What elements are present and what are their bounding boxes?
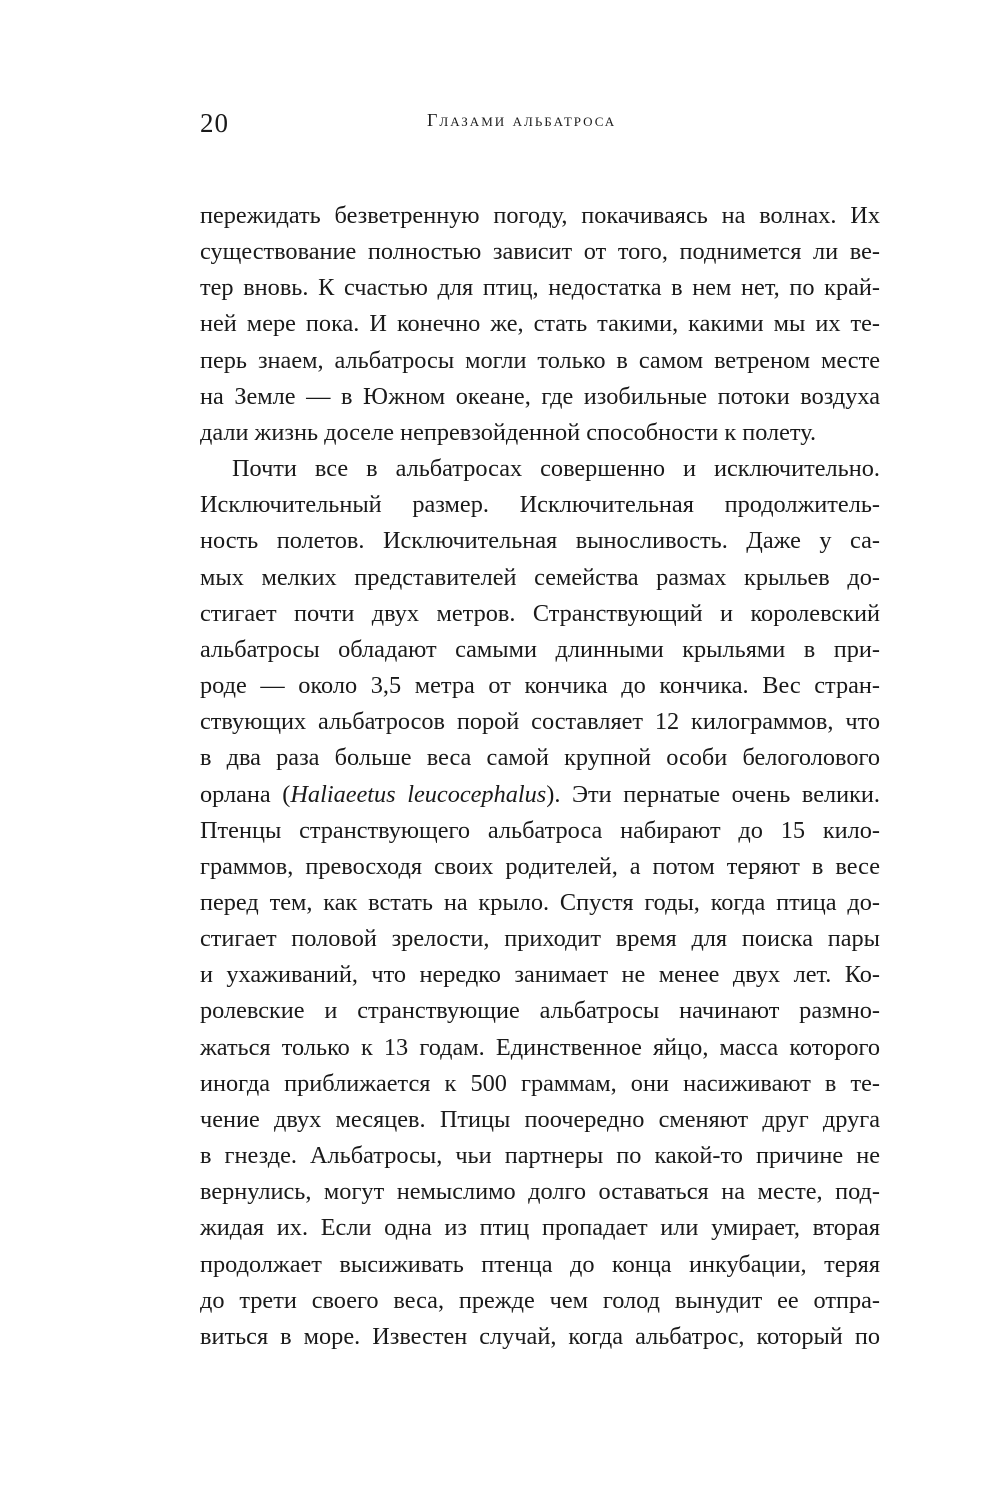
text-line: роде — около 3,5 метра от кончика до кончика. Вес стран- bbox=[200, 672, 880, 700]
text-line: продолжает высиживать птенца до конца инкубации, теряя bbox=[200, 1250, 880, 1278]
text-line: Исключительный размер. Исключительная продолжитель- bbox=[200, 491, 880, 519]
running-head: Глазами альбатроса bbox=[427, 110, 617, 130]
text-line: граммов, превосходя своих родителей, а потом теряют в весе bbox=[200, 852, 880, 880]
text-line: ствующих альбатросов порой составляет 12 килограммов, что bbox=[200, 708, 880, 736]
text-line: перед тем, как встать на крыло. Спустя годы, когда птица до- bbox=[200, 888, 880, 916]
text-segment: орлана ( bbox=[200, 780, 291, 808]
text-line: тер вновь. К счастью для птиц, недостатка в нем нет, по край- bbox=[200, 274, 880, 302]
text-line: иногда приближается к 500 граммам, они насиживают в те- bbox=[200, 1069, 880, 1097]
text-line: вернулись, могут немыслимо долго оставаться на месте, под- bbox=[200, 1178, 880, 1206]
text-line: ролевские и странствующие альбатросы начинают размно- bbox=[200, 997, 880, 1025]
text-line: в два раза больше веса самой крупной особи белоголового bbox=[200, 744, 880, 772]
text-line: Птенцы странствующего альбатроса набирают до 15 кило- bbox=[200, 816, 880, 844]
text-line: дали жизнь доселе непревзойденной способности к полету. bbox=[200, 418, 817, 446]
text-line: и ухаживаний, что нередко занимает не менее двух лет. Ко- bbox=[200, 961, 880, 989]
text-line: в гнезде. Альбатросы, чьи партнеры по какой-то причине не bbox=[200, 1142, 880, 1170]
latin-species-name: Haliaeetus leucocephalus bbox=[290, 780, 547, 808]
text-line: жаться только к 13 годам. Единственное яйцо, масса которого bbox=[200, 1033, 880, 1061]
text-line: пережидать безветренную погоду, покачиваясь на волнах. Их bbox=[200, 202, 880, 229]
text-line: мых мелких представителей семейства размах крыльев до- bbox=[200, 563, 880, 591]
text-line: виться в море. Известен случай, когда альбатрос, который по bbox=[200, 1322, 880, 1350]
body-text bbox=[200, 198, 880, 1355]
text-line: альбатросы обладают самыми длинными крыльями в при- bbox=[200, 635, 880, 663]
text-line: существование полностью зависит от того, поднимется ли ве- bbox=[200, 238, 880, 266]
text-line: жидая их. Если одна из птиц пропадает или умирает, вторая bbox=[200, 1214, 880, 1242]
text-line: перь знаем, альбатросы могли только в самом ветреном месте bbox=[200, 346, 880, 374]
text-line: стигает половой зрелости, приходит время для поиска пары bbox=[200, 925, 880, 953]
page-number: 20 bbox=[200, 108, 229, 138]
text-segment: ). Эти пернатые очень велики. bbox=[546, 780, 881, 808]
text-line-with-latin-name bbox=[200, 777, 880, 813]
text-line: ность полетов. Исключительная выносливость. Даже у са- bbox=[200, 527, 880, 555]
text-line: стигает почти двух метров. Странствующий и королевский bbox=[200, 599, 880, 627]
text-line: до трети своего веса, прежде чем голод вынудит ее отпра- bbox=[200, 1286, 880, 1314]
text-line: чение двух месяцев. Птицы поочередно сменяют друг друга bbox=[200, 1105, 880, 1133]
text-line: ней мере пока. И конечно же, стать такими, какими мы их те- bbox=[200, 310, 880, 338]
text-line: Почти все в альбатросах совершенно и исключительно. bbox=[232, 455, 880, 483]
text-line: на Земле — в Южном океане, где изобильные потоки воздуха bbox=[200, 382, 880, 410]
